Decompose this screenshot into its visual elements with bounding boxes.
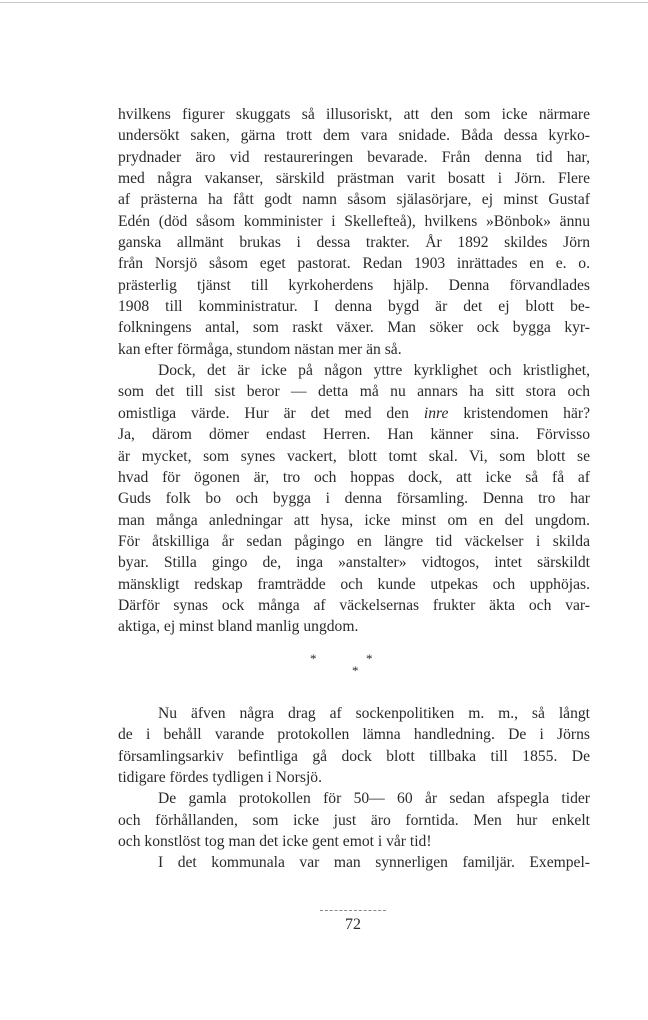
- paragraph-5: [118, 852, 590, 873]
- text-line: som det till sist beror — detta må nu annars ha sitt stora och: [118, 383, 590, 401]
- text-line: Därför synas ock många af väckelsernas frukter äkta och var-: [118, 596, 590, 614]
- text-line: från Norsjö såsom eget pastorat. Redan 1903 inrättades en e. o.: [118, 255, 590, 273]
- text-line: kan efter förmåga, stundom nästan mer än så.: [118, 340, 402, 358]
- paragraph-4: [118, 788, 590, 852]
- emphasized-word: inre: [423, 404, 449, 422]
- text-line: ganska allmänt brukas i dessa trakter. År 1892 skildes Jörn: [118, 234, 590, 252]
- asterisk: *: [310, 651, 317, 666]
- text-line: aktiga, ej minst bland manlig ungdom.: [118, 618, 359, 636]
- text-line: hvilkens figurer skuggats så illusoriskt, att den som icke närmare: [118, 106, 590, 123]
- text-line: byar. Stilla gingo de, inga »anstalter» vidtogos, intet särskildt: [118, 554, 590, 572]
- asterisk: *: [352, 663, 359, 678]
- text-line: prästerlig tjänst till kyrkoherdens hjälp. Denna förvandlades: [118, 276, 590, 294]
- text-line: hvad för ögonen är, tro och hoppas dock, att icke så få af: [118, 468, 590, 486]
- text-line: 1908 till komministratur. I denna bygd är det ej blott be-: [118, 298, 590, 316]
- text-line: undersökt saken, gärna trott dem vara snidade. Båda dessa kyrko-: [118, 127, 590, 145]
- text-line: De gamla protokollen för 50— 60 år sedan afspegla tider: [158, 790, 590, 808]
- paragraph-2: [118, 360, 590, 637]
- paragraph-1: [118, 104, 590, 360]
- text-line: folkningens antal, som raskt växer. Man söker ock bygga kyr-: [118, 319, 590, 337]
- text-line: är mycket, som synes vackert, blott tomt skal. Vi, som blott se: [118, 447, 590, 465]
- body-text-upper: [118, 104, 590, 638]
- text-line: och förhållanden, som icke just äro forntida. Men hur enkelt: [118, 811, 590, 829]
- paragraph-3: [118, 703, 590, 788]
- text-line: Dock, det är icke på någon yttre kyrklighet och kristlighet,: [158, 362, 590, 380]
- top-edge-rule: [0, 2, 648, 3]
- footer-rule: [320, 910, 386, 912]
- text-line: man många anledningar att hysa, icke minst om en del ungdom.: [118, 511, 590, 529]
- text-line: de i behåll varande protokollen lämna handledning. De i Jörns: [118, 726, 590, 744]
- text-line: församlingsarkiv befintliga gå dock blott tillbaka till 1855. De: [118, 747, 590, 765]
- text-line: med några vakanser, särskild prästman varit bosatt i Jörn. Flere: [118, 170, 590, 188]
- section-break-asterisks: [300, 648, 410, 678]
- text-line: omistliga värde. Hur är det med den inre kristendomen här?: [118, 404, 590, 422]
- text-line: mänskligt redskap framträdde och kunde utpekas och upphöjas.: [118, 575, 590, 593]
- text-line: Edén (död såsom komminister i Skellefteå), hvilkens »Bönbok» ännu: [118, 212, 590, 230]
- body-text-lower: [118, 703, 590, 874]
- text-line: Ja, därom dömer endast Herren. Han känner sina. Förvisso: [118, 426, 590, 444]
- text-line: af prästerna ha fått godt namn såsom själasörjare, ej minst Gustaf: [118, 191, 590, 209]
- text-line: Guds folk bo och bygga i denna församling. Denna tro har: [118, 490, 590, 508]
- text-line: tidigare fördes tydligen i Norsjö.: [118, 769, 322, 787]
- text-line: För åtskilliga år sedan pågingo en längre tid väckelser i skilda: [118, 532, 590, 550]
- text-line: Nu äfven några drag af sockenpolitiken m. m., så långt: [158, 705, 590, 722]
- page-number: 72: [345, 916, 361, 933]
- text-line: prydnader äro vid restaureringen bevarade. Från denna tid har,: [118, 148, 590, 166]
- text-line: och konstlöst tog man det icke gent emot i vår tid!: [118, 833, 432, 851]
- text-line: I det kommunala var man synnerligen familjär. Exempel-: [158, 854, 590, 872]
- asterisk: *: [366, 651, 373, 666]
